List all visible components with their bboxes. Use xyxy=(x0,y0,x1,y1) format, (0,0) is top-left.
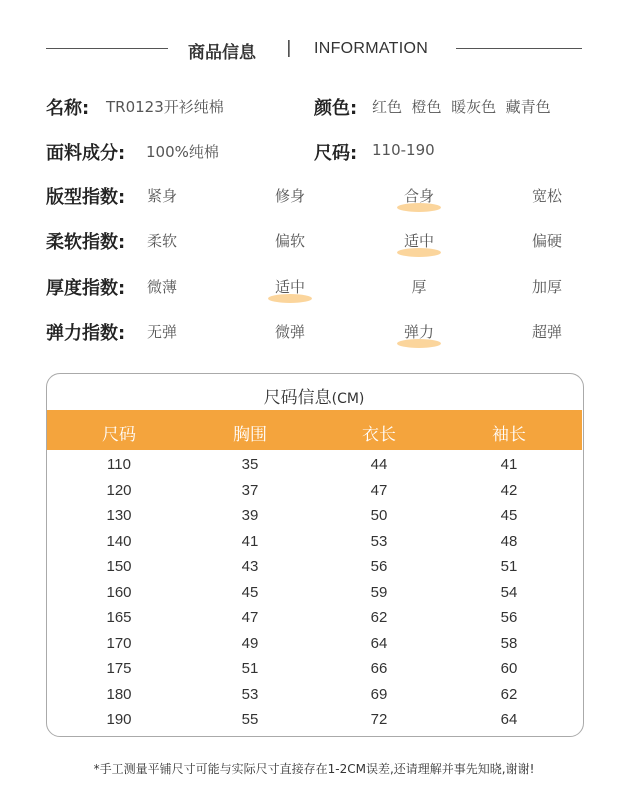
index-option-label: 弹力 xyxy=(403,323,434,341)
footnote: *手工测量平铺尺寸可能与实际尺寸直接存在1-2CM误差,还请理解并事先知晓,谢谢! xyxy=(93,762,535,776)
index-label: 柔软指数: xyxy=(46,232,126,253)
size-table-title xyxy=(0,383,628,408)
index-option xyxy=(507,276,587,297)
size-table-cell: 41 xyxy=(241,533,259,550)
size-table-cell: 56 xyxy=(500,609,518,626)
size-table-cell: 54 xyxy=(500,584,518,601)
size-table-cell: 45 xyxy=(241,584,259,601)
header-line-left xyxy=(46,48,168,49)
index-option-label: 超弹 xyxy=(531,323,562,341)
size-table-cell: 51 xyxy=(241,660,259,677)
index-option xyxy=(122,230,202,251)
index-option-label: 无弹 xyxy=(146,323,177,341)
index-label: 版型指数: xyxy=(46,187,126,208)
index-option-label: 适中 xyxy=(274,278,305,296)
index-option xyxy=(250,276,330,297)
size-table-cell: 175 xyxy=(106,660,132,677)
fabric-label: 面料成分: xyxy=(46,143,126,164)
header-title-en: INFORMATION xyxy=(314,40,429,57)
size-table-cell: 160 xyxy=(106,584,132,601)
size-value: 110-190 xyxy=(372,141,435,159)
index-option xyxy=(122,185,202,206)
index-option xyxy=(122,276,202,297)
index-option-label: 合身 xyxy=(403,187,434,205)
index-option-label: 修身 xyxy=(274,187,305,205)
size-table-cell: 170 xyxy=(106,635,132,652)
index-label: 弹力指数: xyxy=(46,323,126,344)
size-table-column-header: 衣长 xyxy=(362,425,396,445)
fabric-value: 100%纯棉 xyxy=(146,143,219,161)
size-table-cell: 64 xyxy=(500,711,518,728)
size-table-cell: 53 xyxy=(370,533,388,550)
index-option-label: 厚 xyxy=(411,278,427,296)
size-table-cell: 62 xyxy=(370,609,388,626)
size-table-cell: 110 xyxy=(107,456,131,473)
size-table-cell: 150 xyxy=(106,558,132,575)
size-table-column-header: 袖长 xyxy=(492,425,526,445)
index-option-label: 紧身 xyxy=(146,187,177,205)
size-table-cell: 165 xyxy=(106,609,132,626)
size-table-cell: 59 xyxy=(370,584,388,601)
size-table-cell: 37 xyxy=(241,482,259,499)
color-label: 颜色: xyxy=(314,98,358,119)
size-table-cell: 66 xyxy=(370,660,388,677)
index-option xyxy=(507,321,587,342)
index-option xyxy=(507,185,587,206)
size-table-cell: 47 xyxy=(370,482,388,499)
size-table-cell: 130 xyxy=(106,507,132,524)
size-table-column-header: 胸围 xyxy=(233,425,267,445)
index-option xyxy=(379,230,459,251)
size-table-cell: 50 xyxy=(370,507,388,524)
size-table-cell: 53 xyxy=(241,686,259,703)
size-table-cell: 56 xyxy=(370,558,388,575)
size-table-cell: 120 xyxy=(106,482,132,499)
index-option xyxy=(507,230,587,251)
size-table-cell: 35 xyxy=(241,456,259,473)
size-table-column-header: 尺码 xyxy=(102,425,136,445)
index-option-label: 微弹 xyxy=(274,323,305,341)
index-option xyxy=(379,321,459,342)
size-table-cell: 69 xyxy=(370,686,388,703)
size-table-cell: 49 xyxy=(241,635,259,652)
index-option-label: 加厚 xyxy=(531,278,562,296)
size-table-cell: 44 xyxy=(370,456,388,473)
header-separator: | xyxy=(286,38,292,58)
size-label: 尺码: xyxy=(314,143,358,164)
size-table-cell: 45 xyxy=(500,507,518,524)
name-value: TR0123开衫纯棉 xyxy=(106,98,224,116)
size-table-cell: 64 xyxy=(370,635,388,652)
size-table-cell: 62 xyxy=(500,686,518,703)
size-table-cell: 140 xyxy=(106,533,132,550)
size-table-cell: 55 xyxy=(241,711,259,728)
index-option xyxy=(250,230,330,251)
size-table-cell: 51 xyxy=(500,558,518,575)
name-label: 名称: xyxy=(46,98,90,119)
size-table-cell: 47 xyxy=(241,609,259,626)
size-table-cell: 60 xyxy=(500,660,518,677)
index-option-label: 柔软 xyxy=(146,232,177,250)
index-option-label: 偏软 xyxy=(274,232,305,250)
header-line-right xyxy=(456,48,582,49)
index-option-label: 适中 xyxy=(403,232,434,250)
header-title-cn: 商品信息 xyxy=(188,43,256,63)
index-option xyxy=(379,185,459,206)
index-option xyxy=(250,185,330,206)
size-table-cell: 42 xyxy=(500,482,518,499)
size-table-cell: 190 xyxy=(106,711,132,728)
size-table-unit: (CM) xyxy=(331,391,365,407)
index-option-label: 微薄 xyxy=(146,278,177,296)
index-label: 厚度指数: xyxy=(46,278,126,299)
index-option-label: 宽松 xyxy=(531,187,562,205)
size-table-cell: 58 xyxy=(500,635,518,652)
index-option xyxy=(122,321,202,342)
color-value: 红色 橙色 暖灰色 藏青色 xyxy=(372,98,551,116)
index-option xyxy=(250,321,330,342)
size-table-cell: 48 xyxy=(500,533,518,550)
size-table-cell: 72 xyxy=(370,711,388,728)
index-option-label: 偏硬 xyxy=(531,232,562,250)
size-table-cell: 43 xyxy=(241,558,259,575)
size-table-title-text: 尺码信息 xyxy=(263,388,332,408)
size-table-cell: 180 xyxy=(106,686,132,703)
index-option xyxy=(379,276,459,297)
size-table-cell: 39 xyxy=(241,507,259,524)
size-table-cell: 41 xyxy=(500,456,518,473)
